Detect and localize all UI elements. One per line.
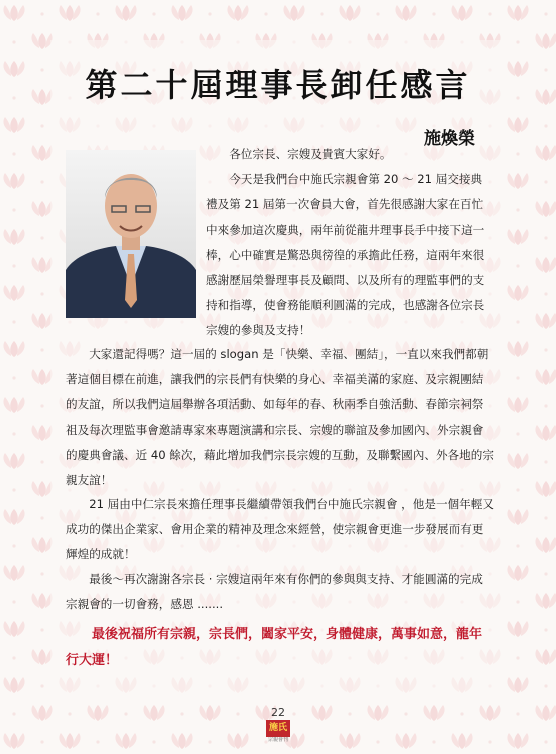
closing-blessing: 最後祝福所有宗親，宗長們，闔家平安，身體健康，萬事如意，龍年行大運！ [66,627,483,668]
magazine-logo: 施氏 [266,720,290,737]
thanks-paragraph: 最後～再次謝謝各宗長 · 宗嫂這兩年來有你們的參與與支持、才能圓滿的完成宗親會的一切會務，感恩 ....... [66,572,483,612]
slogan-paragraph: 大家還記得嗎？這一屆的 slogan 是「快樂、幸福、團結」，一直以來我們都朝著這個目標在前進，讓我們的宗長們有快樂的身心、幸福美滿的家庭、及宗親團結的友誼，所以我們這屆舉辦各項活動、如每年的春、秋兩季自強活動、春節宗祠祭祖及每次理監事會邀請專家來專題演講和宗長、宗嫂的聯誼及參加國內、外宗親會的慶典會議、近 40 餘次，藉此增加我們宗長宗嫂的互動，及聯繫國內、外各地的宗親友誼！ [66,347,494,488]
author-portrait-photo [66,150,196,318]
article-title: 第二十屆理事長卸任感言 [85,66,471,104]
author-name: 施煥榮 [424,129,475,149]
successor-paragraph: 21 屆由中仁宗長來擔任理事長繼續帶領我們台中施氏宗親會 ，他是一個年輕又成功的傑出企業家、會用企業的精神及理念來經營，使宗親會更進一步發展而有更輝煌的成就！ [66,497,494,562]
page-number: 22 [271,706,285,719]
magazine-logo-subtext: 宗親會刊 [267,737,288,743]
page-number-badge [265,706,291,746]
intro-paragraph: 今天是我們台中施氏宗親會第 20 ～ 21 屆交接典禮及第 21 屆第一次會員大會，首先很感謝大家在百忙中來參加這次慶典，兩年前從龍井理事長手中接下這一棒，心中確實是驚恐與徬徨的承擔此任務，這兩年來很感謝歷屆榮譽理事長及顧問、以及所有的理監事們的支持和指導，使會務能順利圓滿的完成，也感謝各位宗長宗嫂的參與及支持！ [206,172,485,338]
greeting-paragraph: 各位宗長、宗嫂及貴賓大家好。 [229,147,392,161]
